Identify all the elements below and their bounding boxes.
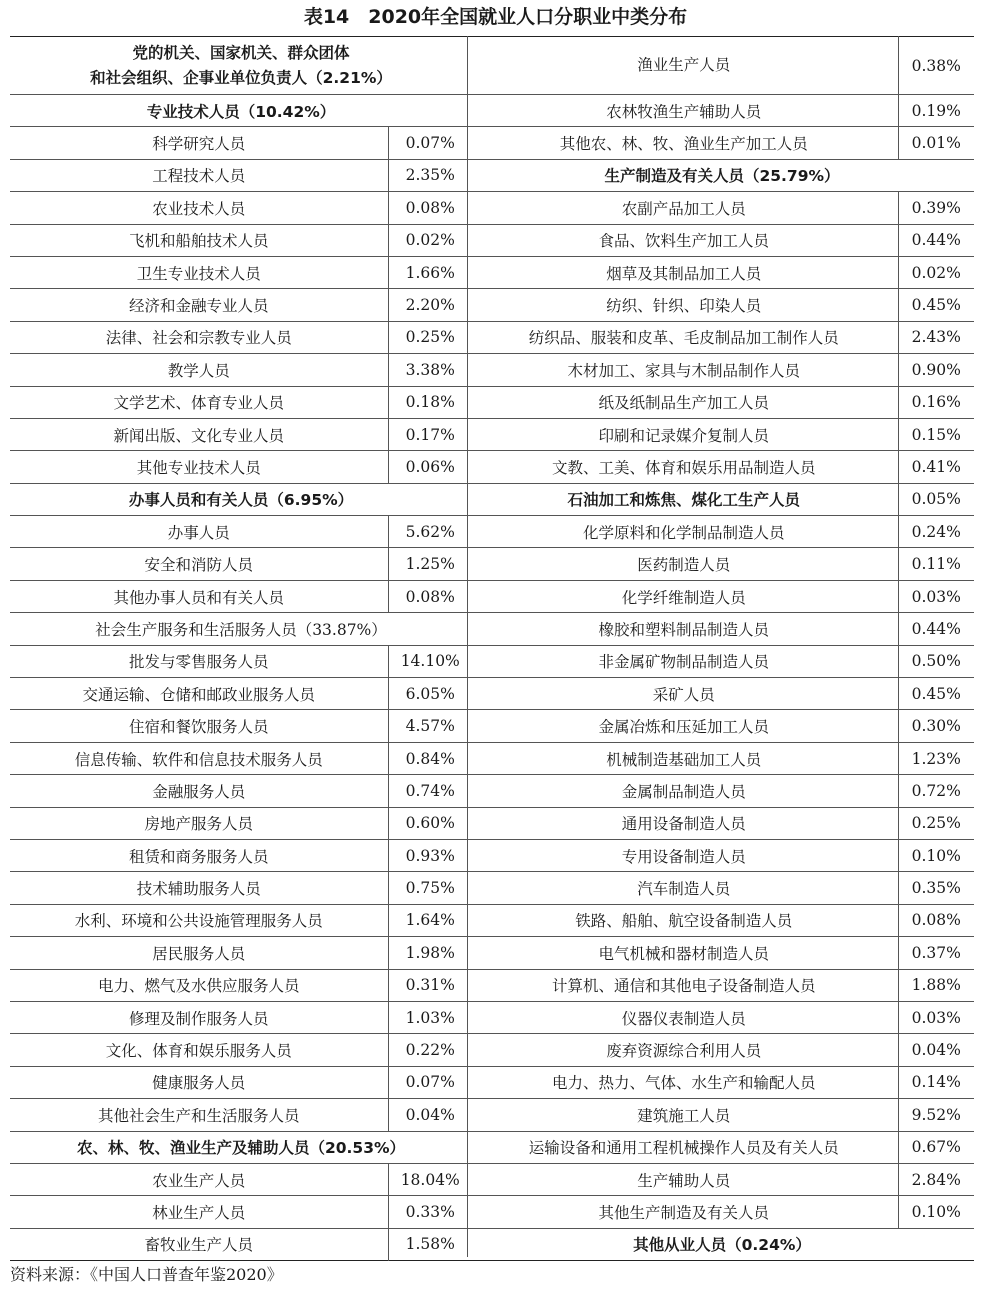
- table-row: [470, 1066, 974, 1098]
- occupation-label: 电力、热力、气体、水生产和输配人员: [470, 1066, 898, 1098]
- occupation-label: 农林牧渔生产辅助人员: [470, 95, 898, 127]
- occupation-label: 汽车制造人员: [470, 872, 898, 904]
- percentage-value: 1.23%: [898, 742, 974, 774]
- occupation-label: 租赁和商务服务人员: [10, 839, 388, 871]
- percentage-value: 0.67%: [898, 1131, 974, 1163]
- occupation-label: 废弃资源综合利用人员: [470, 1034, 898, 1066]
- table-row: [10, 224, 472, 256]
- percentage-value: 0.07%: [388, 1066, 472, 1098]
- table-row: [10, 1034, 472, 1066]
- percentage-value: 0.90%: [898, 354, 974, 386]
- occupation-label: 科学研究人员: [10, 127, 388, 159]
- table-row: [470, 710, 974, 742]
- percentage-value: 0.35%: [898, 872, 974, 904]
- occupation-label: 居民服务人员: [10, 937, 388, 969]
- percentage-value: 4.57%: [388, 710, 472, 742]
- percentage-value: 0.19%: [898, 95, 974, 127]
- table-row: [470, 1034, 974, 1066]
- percentage-value: 2.43%: [898, 321, 974, 353]
- table-row: [470, 678, 974, 710]
- table-row: [10, 1228, 472, 1260]
- percentage-value: 2.35%: [388, 159, 472, 191]
- category-label: 其他从业人员（0.24%）: [633, 1236, 811, 1255]
- table-row: [10, 872, 472, 904]
- percentage-value: 0.06%: [388, 451, 472, 483]
- table-row: [470, 1196, 974, 1228]
- occupation-label: 烟草及其制品加工人员: [470, 256, 898, 288]
- table-row: [470, 548, 974, 580]
- occupation-label: 教学人员: [10, 354, 388, 386]
- table-row: [470, 1163, 974, 1195]
- percentage-value: 0.25%: [388, 321, 472, 353]
- percentage-value: 3.38%: [388, 354, 472, 386]
- category-label: 石油加工和炼焦、煤化工生产人员: [470, 483, 898, 515]
- table-row: [470, 969, 974, 1001]
- percentage-value: 0.02%: [388, 224, 472, 256]
- table-row: [10, 969, 472, 1001]
- table-title: 表14 2020年全国就业人口分职业中类分布: [303, 6, 688, 28]
- percentage-value: 1.25%: [388, 548, 472, 580]
- category-label: 专业技术人员（10.42%）: [10, 95, 472, 127]
- occupation-label: 新闻出版、文化专业人员: [10, 418, 388, 450]
- occupation-label: 林业生产人员: [10, 1196, 388, 1228]
- occupation-label: 批发与零售服务人员: [10, 645, 388, 677]
- occupation-label: 食品、饮料生产加工人员: [470, 224, 898, 256]
- occupation-label: 修理及制作服务人员: [10, 1001, 388, 1033]
- percentage-value: 1.64%: [388, 904, 472, 936]
- percentage-value: 0.08%: [898, 904, 974, 936]
- table-row: [10, 386, 472, 418]
- occupation-label: 纺织品、服装和皮革、毛皮制品加工制作人员: [470, 321, 898, 353]
- percentage-value: 0.74%: [388, 775, 472, 807]
- left-occupation-table: [10, 36, 472, 1261]
- occupation-label: 通用设备制造人员: [470, 807, 898, 839]
- table-row: [10, 289, 472, 321]
- table-row: [470, 904, 974, 936]
- category-header-row: [470, 1228, 974, 1260]
- percentage-value: 0.44%: [898, 224, 974, 256]
- table-row: [10, 192, 472, 224]
- table-row: [10, 904, 472, 936]
- occupation-label: 农副产品加工人员: [470, 192, 898, 224]
- percentage-value: 0.45%: [898, 678, 974, 710]
- table-row: [470, 742, 974, 774]
- occupation-label: 采矿人员: [470, 678, 898, 710]
- occupation-label: 金融服务人员: [10, 775, 388, 807]
- table-row: [10, 1099, 472, 1131]
- percentage-value: 0.41%: [898, 451, 974, 483]
- percentage-value: 0.22%: [388, 1034, 472, 1066]
- occupation-label: 医药制造人员: [470, 548, 898, 580]
- percentage-value: 1.03%: [388, 1001, 472, 1033]
- table-row: [470, 289, 974, 321]
- table-row: [470, 1001, 974, 1033]
- occupation-label: 其他专业技术人员: [10, 451, 388, 483]
- table-row: [10, 1196, 472, 1228]
- occupation-label: 工程技术人员: [10, 159, 388, 191]
- occupation-label: 印刷和记录媒介复制人员: [470, 418, 898, 450]
- percentage-value: 0.44%: [898, 613, 974, 645]
- percentage-value: 0.45%: [898, 289, 974, 321]
- table-row: [470, 192, 974, 224]
- table-row: [10, 937, 472, 969]
- occupation-label: 农业技术人员: [10, 192, 388, 224]
- occupation-label: 机械制造基础加工人员: [470, 742, 898, 774]
- percentage-value: 0.14%: [898, 1066, 974, 1098]
- table-row: [470, 354, 974, 386]
- table-row: [470, 872, 974, 904]
- table-row: [10, 839, 472, 871]
- occupation-label: 专用设备制造人员: [470, 839, 898, 871]
- percentage-value: 0.03%: [898, 580, 974, 612]
- occupation-label: 其他社会生产和生活服务人员: [10, 1099, 388, 1131]
- percentage-value: 0.04%: [388, 1099, 472, 1131]
- occupation-label: 飞机和船舶技术人员: [10, 224, 388, 256]
- source-note: 资料来源：《中国人口普查年鉴2020》: [10, 1265, 283, 1284]
- occupation-label: 畜牧业生产人员: [144, 1236, 253, 1255]
- percentage-value: 1.66%: [388, 256, 472, 288]
- percentage-value: 0.17%: [388, 418, 472, 450]
- table-row: [470, 418, 974, 450]
- occupation-label: 经济和金融专业人员: [10, 289, 388, 321]
- occupation-label: 法律、社会和宗教专业人员: [10, 321, 388, 353]
- percentage-value: 0.03%: [898, 1001, 974, 1033]
- category-label: 办事人员和有关人员（6.95%）: [10, 483, 472, 515]
- table-row: [10, 418, 472, 450]
- table-row: [10, 580, 472, 612]
- occupation-label: 建筑施工人员: [470, 1099, 898, 1131]
- occupation-label: 交通运输、仓储和邮政业服务人员: [10, 678, 388, 710]
- percentage-value: 0.18%: [388, 386, 472, 418]
- percentage-value: 0.25%: [898, 807, 974, 839]
- occupation-label: 住宿和餐饮服务人员: [10, 710, 388, 742]
- occupation-label: 安全和消防人员: [10, 548, 388, 580]
- percentage-value: 0.30%: [898, 710, 974, 742]
- table-row: [470, 580, 974, 612]
- table-row: [10, 451, 472, 483]
- category-label: 生产制造及有关人员（25.79%）: [470, 159, 974, 191]
- percentage-value: 0.04%: [898, 1034, 974, 1066]
- category-label: 党的机关、国家机关、群众团体 和社会组织、企事业单位负责人（2.21%）: [10, 37, 472, 95]
- table-row: [470, 516, 974, 548]
- occupation-label: 渔业生产人员: [470, 37, 898, 95]
- table-row: [10, 321, 472, 353]
- occupation-label: 计算机、通信和其他电子设备制造人员: [470, 969, 898, 1001]
- category-header-row: [10, 613, 472, 645]
- occupation-label: 运输设备和通用工程机械操作人员及有关人员: [470, 1131, 898, 1163]
- table-row: [470, 839, 974, 871]
- table-row: [470, 95, 974, 127]
- table-row: [470, 451, 974, 483]
- category-label: 社会生产服务和生活服务人员（33.87%）: [10, 613, 472, 645]
- occupation-label: 房地产服务人员: [10, 807, 388, 839]
- category-label: 农、林、牧、渔业生产及辅助人员（20.53%）: [10, 1131, 472, 1163]
- occupation-label: 铁路、船舶、航空设备制造人员: [470, 904, 898, 936]
- occupation-label: 化学纤维制造人员: [470, 580, 898, 612]
- percentage-value: 0.39%: [898, 192, 974, 224]
- table-row: [10, 516, 472, 548]
- percentage-value: 2.20%: [388, 289, 472, 321]
- percentage-value: 18.04%: [388, 1163, 472, 1195]
- category-header-row: [10, 1131, 472, 1163]
- occupation-label: 化学原料和化学制品制造人员: [470, 516, 898, 548]
- percentage-value: 0.01%: [898, 127, 974, 159]
- occupation-label: 其他办事人员和有关人员: [10, 580, 388, 612]
- table-row: [10, 775, 472, 807]
- percentage-value: 2.84%: [898, 1163, 974, 1195]
- occupation-label: 电气机械和器材制造人员: [470, 937, 898, 969]
- table-row: [470, 386, 974, 418]
- table-row: [470, 256, 974, 288]
- percentage-value: 0.72%: [898, 775, 974, 807]
- occupation-label: 非金属矿物制品制造人员: [470, 645, 898, 677]
- occupation-label: 水利、环境和公共设施管理服务人员: [10, 904, 388, 936]
- occupation-label: 文化、体育和娱乐服务人员: [10, 1034, 388, 1066]
- column-divider: [467, 36, 468, 1257]
- percentage-value: 0.33%: [388, 1196, 472, 1228]
- percentage-value: 0.05%: [898, 483, 974, 515]
- percentage-value: 1.88%: [898, 969, 974, 1001]
- table-row: [470, 807, 974, 839]
- occupation-label: 健康服务人员: [10, 1066, 388, 1098]
- occupation-label: 信息传输、软件和信息技术服务人员: [10, 742, 388, 774]
- table-row: [470, 224, 974, 256]
- category-header-row: [10, 483, 472, 515]
- table-row: [470, 127, 974, 159]
- occupation-label: 橡胶和塑料制品制造人员: [470, 613, 898, 645]
- percentage-value: 0.11%: [898, 548, 974, 580]
- percentage-value: 0.10%: [898, 839, 974, 871]
- occupation-label: 其他农、林、牧、渔业生产加工人员: [470, 127, 898, 159]
- table-row: [10, 645, 472, 677]
- percentage-value: 0.08%: [388, 580, 472, 612]
- occupation-label: 办事人员: [10, 516, 388, 548]
- occupation-label: 金属冶炼和压延加工人员: [470, 710, 898, 742]
- category-header-row: [470, 159, 974, 191]
- percentage-value: 0.02%: [898, 256, 974, 288]
- table-row: [470, 613, 974, 645]
- occupation-label: 生产辅助人员: [470, 1163, 898, 1195]
- category-header-row: [10, 37, 472, 95]
- percentage-value: 9.52%: [898, 1099, 974, 1131]
- occupation-label: 文教、工美、体育和娱乐用品制造人员: [470, 451, 898, 483]
- table-row: [10, 354, 472, 386]
- table-row: [470, 937, 974, 969]
- occupation-label: 文学艺术、体育专业人员: [10, 386, 388, 418]
- table-row: [470, 645, 974, 677]
- percentage-value: 0.10%: [898, 1196, 974, 1228]
- occupation-label: 农业生产人员: [10, 1163, 388, 1195]
- occupation-label: 卫生专业技术人员: [10, 256, 388, 288]
- occupation-label: 仪器仪表制造人员: [470, 1001, 898, 1033]
- percentage-value: 0.07%: [388, 127, 472, 159]
- right-occupation-table: [470, 36, 974, 1261]
- table-row: [10, 1066, 472, 1098]
- percentage-value: 0.16%: [898, 386, 974, 418]
- table-row: [470, 775, 974, 807]
- percentage-value: 0.60%: [388, 807, 472, 839]
- percentage-value: 0.38%: [898, 37, 974, 95]
- percentage-value: 0.93%: [388, 839, 472, 871]
- occupation-label: 技术辅助服务人员: [10, 872, 388, 904]
- table-row: [470, 1131, 974, 1163]
- table-row: [10, 256, 472, 288]
- percentage-value: 14.10%: [388, 645, 472, 677]
- percentage-value: 0.24%: [898, 516, 974, 548]
- occupation-label: 纸及纸制品生产加工人员: [470, 386, 898, 418]
- table-row: [470, 483, 974, 515]
- category-header-row: [10, 95, 472, 127]
- table-row: [10, 1001, 472, 1033]
- percentage-value: 0.50%: [898, 645, 974, 677]
- table-row: [10, 678, 472, 710]
- table-row: [10, 742, 472, 774]
- occupation-label: 电力、燃气及水供应服务人员: [10, 969, 388, 1001]
- table-row: [470, 1099, 974, 1131]
- percentage-value: 6.05%: [388, 678, 472, 710]
- table-row: [10, 807, 472, 839]
- percentage-value: 0.08%: [388, 192, 472, 224]
- percentage-value: 1.58%: [388, 1228, 472, 1260]
- table-row: [470, 37, 974, 95]
- percentage-value: 0.15%: [898, 418, 974, 450]
- table-row: [10, 159, 472, 191]
- table-row: [10, 710, 472, 742]
- table-row: [10, 127, 472, 159]
- percentage-value: 1.98%: [388, 937, 472, 969]
- table-row: [10, 548, 472, 580]
- percentage-value: 0.31%: [388, 969, 472, 1001]
- occupation-label: 纺织、针织、印染人员: [470, 289, 898, 321]
- percentage-value: 0.84%: [388, 742, 472, 774]
- occupation-label: 金属制品制造人员: [470, 775, 898, 807]
- percentage-value: 0.75%: [388, 872, 472, 904]
- percentage-value: 0.37%: [898, 937, 974, 969]
- occupation-label: 木材加工、家具与木制品制作人员: [470, 354, 898, 386]
- percentage-value: 5.62%: [388, 516, 472, 548]
- table-row: [10, 1163, 472, 1195]
- table-row: [470, 321, 974, 353]
- occupation-label: 其他生产制造及有关人员: [470, 1196, 898, 1228]
